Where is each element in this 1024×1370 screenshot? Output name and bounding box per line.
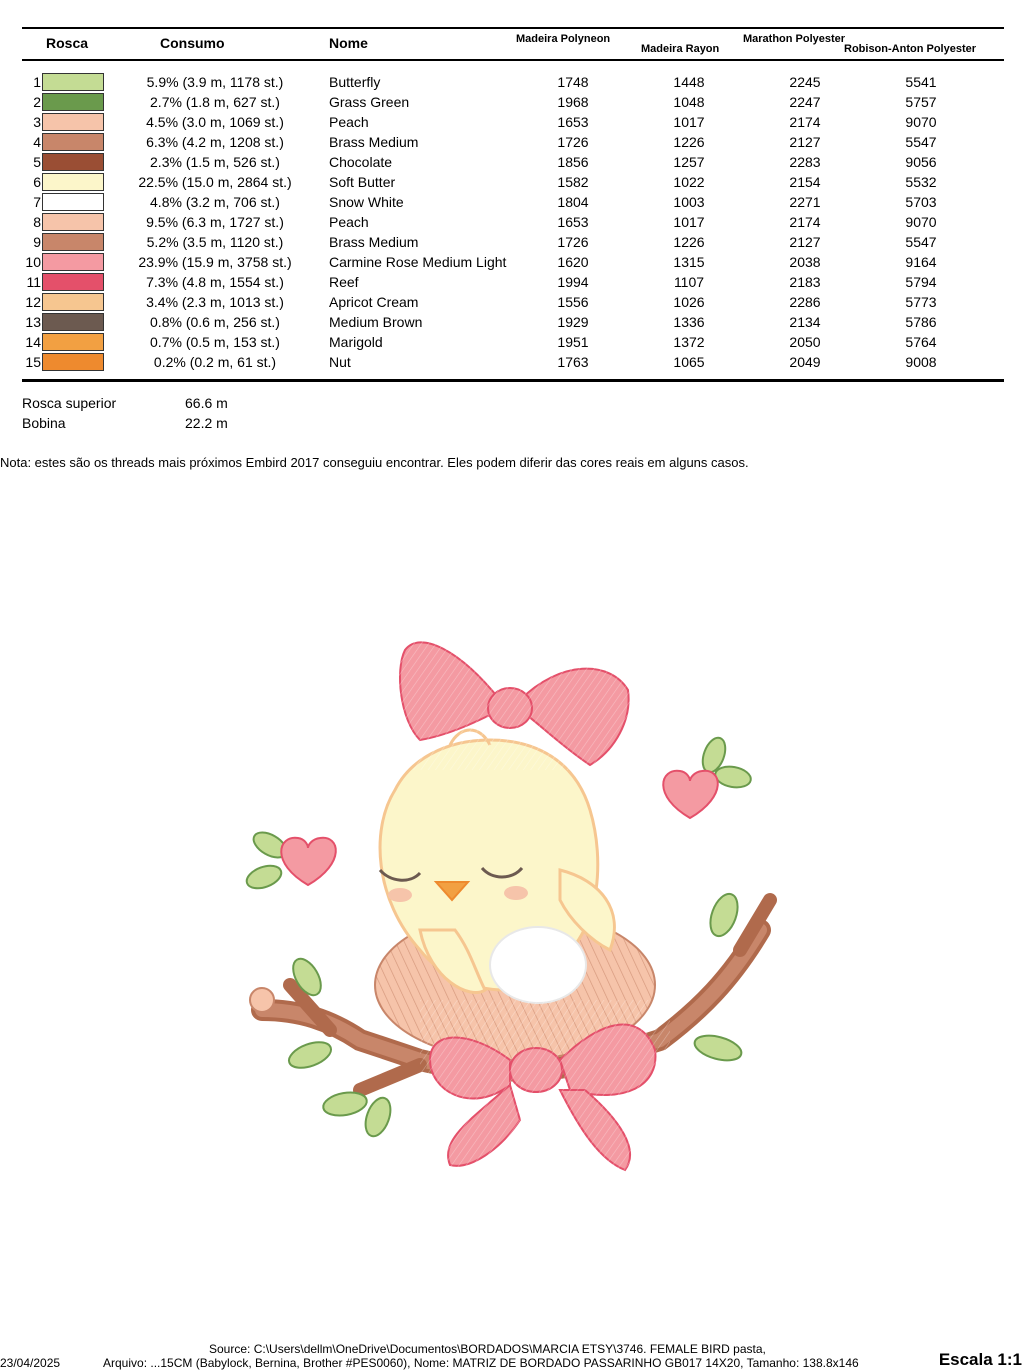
footer-source: Source: C:\Users\dellm\OneDrive\Documentos\BORDADOS\MARCIA ETSY\3746. FEMALE BIRD pasta, bbox=[209, 1342, 766, 1356]
thread-madeira-rayon: 1107 bbox=[673, 274, 705, 290]
thread-name: Peach bbox=[329, 214, 369, 230]
thread-consumo: 5.2% (3.5 m, 1120 st.) bbox=[146, 234, 284, 250]
thread-number: 2 bbox=[33, 94, 41, 110]
thread-number: 8 bbox=[33, 214, 41, 230]
footer-file-info: Arquivo: ...15CM (Babylock, Bernina, Brother #PES0060), Nome: MATRIZ DE BORDADO PASSARINHO GB017 14X20, Tamanho: 138.8x146 bbox=[103, 1356, 859, 1370]
thread-number: 5 bbox=[33, 154, 41, 170]
thread-marathon-polyester: 2134 bbox=[789, 314, 821, 330]
header-madeira-rayon: Madeira Rayon bbox=[641, 43, 720, 55]
thread-robison-anton-polyester: 5532 bbox=[905, 174, 937, 190]
thread-robison-anton-polyester: 5786 bbox=[905, 314, 937, 330]
thread-madeira-rayon: 1372 bbox=[673, 334, 705, 350]
thread-marathon-polyester: 2154 bbox=[789, 174, 821, 190]
thread-consumo: 7.3% (4.8 m, 1554 st.) bbox=[146, 274, 284, 290]
thread-marathon-polyester: 2050 bbox=[789, 334, 821, 350]
thread-madeira-polyneon: 1951 bbox=[557, 334, 589, 350]
thread-madeira-rayon: 1226 bbox=[673, 234, 705, 250]
thread-madeira-rayon: 1226 bbox=[673, 134, 705, 150]
thread-madeira-rayon: 1026 bbox=[673, 294, 705, 310]
thread-madeira-polyneon: 1856 bbox=[557, 154, 589, 170]
thread-robison-anton-polyester: 5541 bbox=[905, 74, 937, 90]
thread-name: Snow White bbox=[329, 194, 404, 210]
thread-consumo: 2.7% (1.8 m, 627 st.) bbox=[150, 94, 280, 110]
thread-madeira-rayon: 1065 bbox=[673, 354, 705, 370]
header-marathon-polyester: Marathon Polyester bbox=[743, 33, 846, 45]
thread-marathon-polyester: 2127 bbox=[789, 234, 821, 250]
thread-madeira-polyneon: 1556 bbox=[557, 294, 589, 310]
thread-marathon-polyester: 2127 bbox=[789, 134, 821, 150]
thread-consumo: 2.3% (1.5 m, 526 st.) bbox=[150, 154, 280, 170]
thread-madeira-polyneon: 1994 bbox=[557, 274, 589, 290]
thread-number: 1 bbox=[33, 74, 41, 90]
thread-marathon-polyester: 2286 bbox=[789, 294, 821, 310]
thread-madeira-polyneon: 1763 bbox=[557, 354, 589, 370]
thread-robison-anton-polyester: 5794 bbox=[905, 274, 937, 290]
thread-marathon-polyester: 2247 bbox=[789, 94, 821, 110]
thread-number: 11 bbox=[26, 274, 41, 290]
thread-consumo: 23.9% (15.9 m, 3758 st.) bbox=[138, 254, 292, 270]
thread-number: 6 bbox=[33, 174, 41, 190]
thread-name: Brass Medium bbox=[329, 134, 419, 150]
thread-madeira-polyneon: 1726 bbox=[557, 134, 589, 150]
header-consumo: Consumo bbox=[160, 35, 225, 51]
thread-madeira-polyneon: 1620 bbox=[557, 254, 589, 270]
thread-number: 13 bbox=[25, 314, 41, 330]
thread-consumo: 22.5% (15.0 m, 2864 st.) bbox=[138, 174, 292, 190]
scale-label: Escala 1:1 bbox=[938, 1350, 1022, 1369]
thread-robison-anton-polyester: 5773 bbox=[905, 294, 937, 310]
thread-madeira-rayon: 1336 bbox=[673, 314, 705, 330]
thread-madeira-rayon: 1022 bbox=[673, 174, 705, 190]
thread-madeira-polyneon: 1726 bbox=[557, 234, 589, 250]
thread-madeira-polyneon: 1748 bbox=[557, 74, 589, 90]
thread-note: Nota: estes são os threads mais próximos Embird 2017 conseguiu encontrar. Eles podem diferir das cores reais em alguns casos. bbox=[0, 455, 749, 470]
thread-robison-anton-polyester: 5547 bbox=[905, 234, 937, 250]
thread-madeira-rayon: 1315 bbox=[673, 254, 705, 270]
total-top-thread-value: 66.6 m bbox=[185, 395, 228, 411]
thread-consumo: 9.5% (6.3 m, 1727 st.) bbox=[146, 214, 284, 230]
thread-consumo: 6.3% (4.2 m, 1208 st.) bbox=[146, 134, 284, 150]
thread-consumo: 0.7% (0.5 m, 153 st.) bbox=[150, 334, 280, 350]
thread-madeira-rayon: 1003 bbox=[673, 194, 705, 210]
thread-number: 9 bbox=[33, 234, 41, 250]
thread-marathon-polyester: 2245 bbox=[789, 74, 821, 90]
thread-marathon-polyester: 2174 bbox=[789, 114, 821, 130]
thread-number: 15 bbox=[25, 354, 41, 370]
thread-name: Butterfly bbox=[329, 74, 381, 90]
head-bow bbox=[380, 630, 640, 770]
header-robison-anton-polyester: Robison-Anton Polyester bbox=[844, 43, 977, 55]
thread-madeira-rayon: 1017 bbox=[673, 214, 705, 230]
thread-madeira-polyneon: 1929 bbox=[557, 314, 589, 330]
footer-date: 23/04/2025 bbox=[0, 1356, 61, 1370]
thread-consumo: 0.8% (0.6 m, 256 st.) bbox=[150, 314, 280, 330]
thread-consumo: 5.9% (3.9 m, 1178 st.) bbox=[146, 74, 284, 90]
header-nome: Nome bbox=[329, 35, 368, 51]
thread-name: Carmine Rose Medium Light bbox=[329, 254, 507, 270]
thread-madeira-polyneon: 1968 bbox=[557, 94, 589, 110]
thread-madeira-polyneon: 1804 bbox=[557, 194, 589, 210]
thread-robison-anton-polyester: 9008 bbox=[905, 354, 937, 370]
thread-marathon-polyester: 2038 bbox=[789, 254, 821, 270]
total-bobbin-value: 22.2 m bbox=[185, 415, 228, 431]
thread-name: Medium Brown bbox=[329, 314, 423, 330]
thread-number: 4 bbox=[33, 134, 41, 150]
thread-consumo: 4.8% (3.2 m, 706 st.) bbox=[150, 194, 280, 210]
thread-robison-anton-polyester: 9070 bbox=[905, 114, 937, 130]
thread-number: 7 bbox=[33, 194, 41, 210]
thread-marathon-polyester: 2271 bbox=[789, 194, 821, 210]
header-madeira-polyneon: Madeira Polyneon bbox=[516, 33, 611, 45]
thread-robison-anton-polyester: 5547 bbox=[905, 134, 937, 150]
thread-robison-anton-polyester: 9164 bbox=[905, 254, 937, 270]
thread-madeira-rayon: 1048 bbox=[673, 94, 705, 110]
header-rosca: Rosca bbox=[46, 35, 89, 51]
thread-name: Brass Medium bbox=[329, 234, 419, 250]
thread-madeira-polyneon: 1653 bbox=[557, 214, 589, 230]
thread-madeira-rayon: 1017 bbox=[673, 114, 705, 130]
thread-madeira-polyneon: 1582 bbox=[557, 174, 589, 190]
total-top-thread-label: Rosca superior bbox=[22, 395, 117, 411]
thread-marathon-polyester: 2283 bbox=[789, 154, 821, 170]
thread-number: 14 bbox=[25, 334, 41, 350]
thread-name: Nut bbox=[329, 354, 351, 370]
thread-robison-anton-polyester: 9056 bbox=[905, 154, 937, 170]
thread-number: 12 bbox=[25, 294, 41, 310]
thread-name: Peach bbox=[329, 114, 369, 130]
thread-robison-anton-polyester: 5764 bbox=[905, 334, 937, 350]
thread-number: 10 bbox=[25, 254, 41, 270]
thread-consumo: 4.5% (3.0 m, 1069 st.) bbox=[146, 114, 284, 130]
thread-consumo: 3.4% (2.3 m, 1013 st.) bbox=[146, 294, 284, 310]
nest-bow bbox=[420, 1000, 670, 1180]
thread-madeira-rayon: 1448 bbox=[673, 74, 705, 90]
thread-robison-anton-polyester: 9070 bbox=[905, 214, 937, 230]
thread-robison-anton-polyester: 5703 bbox=[905, 194, 937, 210]
thread-name: Marigold bbox=[329, 334, 383, 350]
thread-name: Chocolate bbox=[329, 154, 393, 170]
thread-marathon-polyester: 2174 bbox=[789, 214, 821, 230]
thread-name: Reef bbox=[329, 274, 359, 290]
thread-consumo: 0.2% (0.2 m, 61 st.) bbox=[153, 354, 277, 370]
thread-marathon-polyester: 2183 bbox=[789, 274, 821, 290]
thread-name: Soft Butter bbox=[329, 174, 396, 190]
thread-madeira-polyneon: 1653 bbox=[557, 114, 589, 130]
total-bobbin-label: Bobina bbox=[22, 415, 66, 431]
thread-number: 3 bbox=[33, 114, 41, 130]
thread-marathon-polyester: 2049 bbox=[789, 354, 821, 370]
thread-madeira-rayon: 1257 bbox=[673, 154, 705, 170]
thread-name: Grass Green bbox=[329, 94, 410, 110]
thread-name: Apricot Cream bbox=[329, 294, 419, 310]
thread-robison-anton-polyester: 5757 bbox=[905, 94, 937, 110]
